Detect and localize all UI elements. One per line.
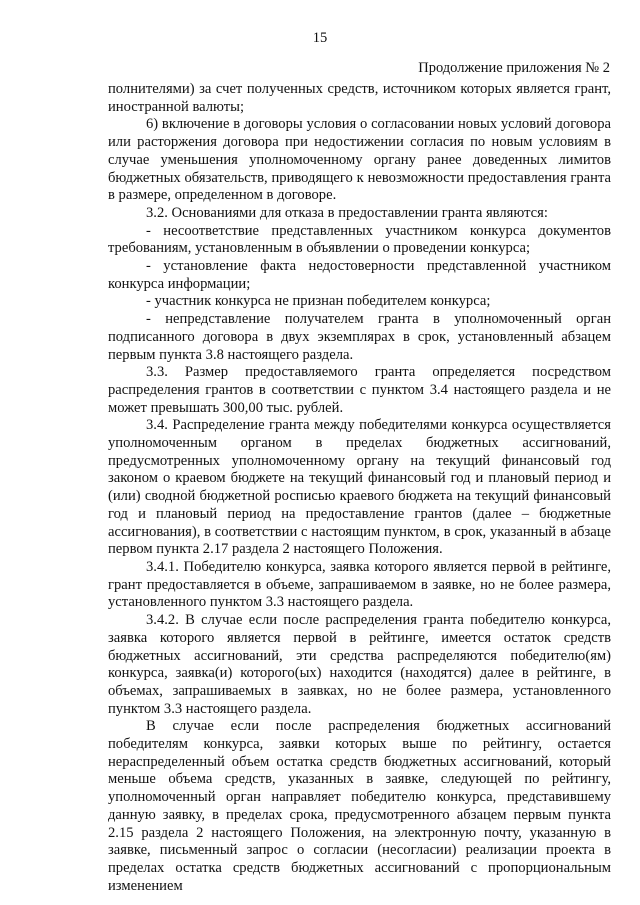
paragraph: 3.3. Размер предоставляемого гранта определяется посредством распределения грантов в соответствии с пунктом 3.4 настоящего раздела и не может превышать 300,00 тыс. рублей.	[108, 364, 611, 416]
paragraph: 3.4.2. В случае если после распределения гранта победителю конкурса, заявка которого является первой в рейтинге, имеется остаток средств бюджетных ассигнований, эти средства распределяются победителю(ям) конкурса, заявка(и) которого(ых) находится (находятся) далее в рейтинге, в объемах, запрашиваемых в заявках, но не более размера, установленного пунктом 3.3 настоящего раздела.	[108, 612, 611, 717]
paragraph: 3.4.1. Победителю конкурса, заявка которого является первой в рейтинге, грант предоставляется в объеме, запрашиваемом в заявке, но не более размера, установленного пунктом 3.3 настоящего раздела.	[108, 558, 611, 611]
page-number: 15	[312, 30, 328, 46]
paragraph: 3.4. Распределение гранта между победителями конкурса осуществляется уполномоченным органом в пределах бюджетных ассигнований, предусмотренных уполномоченному органу на текущий финансовый год законом о краевом бюджете на текущий финансовый год и плановый период и (или) сводной бюджетной росписью краевого бюджета на текущий финансовый год и плановый период на предоставление грантов (далее – бюджетные ассигнования), в соответствии с настоящим пунктом, в срок, указанный в абзаце первом пункта 2.17 раздела 2 настоящего Положения.	[108, 417, 611, 558]
paragraph: В случае если после распределения бюджетных ассигнований победителям конкурса, заявки которых выше по рейтингу, остается нераспределенный объем остатка средств бюджетных ассигнований, который меньше объема средств, указанных в заявке, следующей по рейтингу, уполномоченный орган направляет победителю конкурса, представившему данную заявку, в пределах срока, предусмотренного абзацем первым пункта 2.15 раздела 2 настоящего Положения, на электронную почту, указанную в заявке, письменный запрос о согласии (несогласии) реализации проекта в пределах остатка средств бюджетных ассигнований с пропорциональным изменением	[108, 718, 611, 894]
paragraph: - установление факта недостоверности представленной участником конкурса информации;	[108, 258, 611, 292]
paragraph: - участник конкурса не признан победителем конкурса;	[146, 293, 491, 310]
document-body	[108, 81, 611, 895]
appendix-continuation-note: Продолжение приложения № 2	[418, 60, 610, 76]
paragraph: - несоответствие представленных участником конкурса документов требованиям, установленным в объявлении о проведении конкурса;	[108, 222, 611, 257]
paragraph: 3.2. Основаниями для отказа в предоставлении гранта являются:	[146, 204, 548, 221]
paragraph: полнителями) за счет полученных средств, источником которых является грант, иностранной валюты;	[108, 81, 611, 115]
paragraph: - непредставление получателем гранта в уполномоченный орган подписанного договора в двух экземплярах в срок, установленный абзацем первым пункта 3.8 настоящего раздела.	[108, 311, 611, 363]
paragraph: 6) включение в договоры условия о согласовании новых условий договора или расторжения договора при недостижении согласия по новым условиям в случае уменьшения уполномоченному органу ранее доведенных лимитов бюджетных обязательств, приводящего к невозможности предоставления гранта в размере, определенном в договоре.	[108, 116, 611, 204]
